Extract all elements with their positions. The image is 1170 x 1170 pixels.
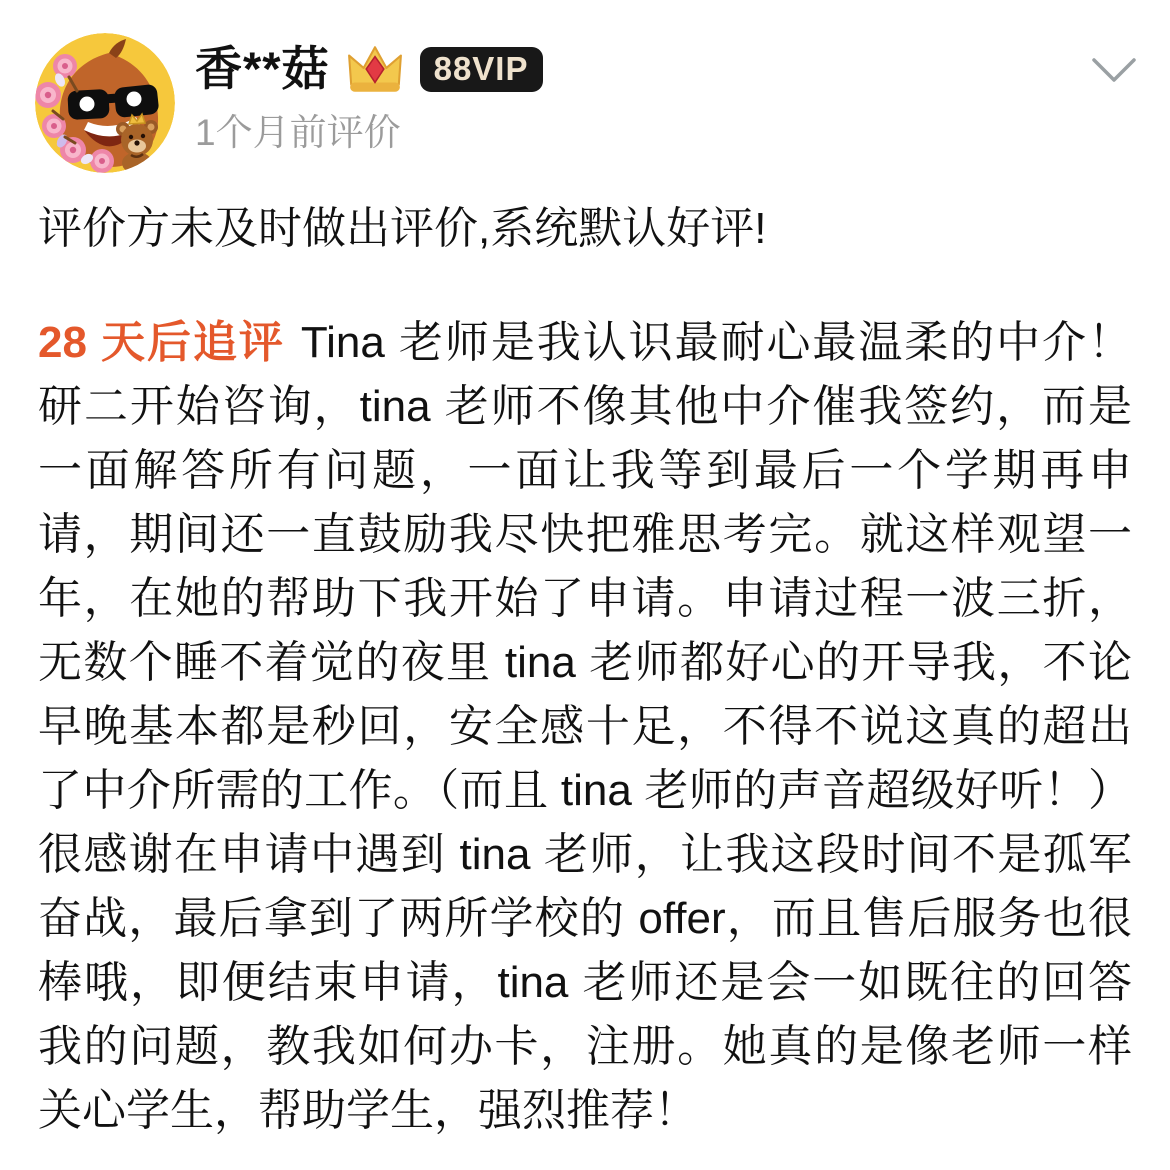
avatar[interactable] [35,33,175,173]
review-timestamp: 1个月前评价 [195,112,401,153]
review-text: Tina 老师是我认识最耐心最温柔的中介！研二开始咨询，tina 老师不像其他中介催我签约，而是一面解答所有问题，一面让我等到最后一个学期再申请，期间还一直鼓励我尽快把雅思考完。就这样观望一年，在她的帮助下我开始了申请。申请过程一波三折，无数个睡不着觉的夜里 tina 老师都好心的开导我，不论早晚基本都是秒回，安全感十足，不得不说这真的超出了中介所需的工作。（而且 tina 老师的声音超级好听！）很感谢在申请中遇到 tina 老师，让我这段时间不是孤军奋战，最后拿到了两所学校的 offer，而且售后服务也很棒哦，即便结束申请，tina 老师还是会一如既往的回答我的问题，教我如何办卡，注册。她真的是像老师一样关心学生，帮助学生，强烈推荐！ [38,318,1132,1135]
username: 香**菇 [195,42,330,96]
crown-icon [346,43,404,95]
reviewer-name-row [195,43,543,95]
chevron-down-icon [1091,56,1137,84]
review-header [0,0,1170,173]
review-body [38,311,1132,1143]
append-review-label: 28 天后追评 [38,318,285,367]
reviewer-info [195,33,543,154]
system-default-note: 评价方未及时做出评价,系统默认好评! [38,204,767,253]
vip-badge: 88VIP [420,47,543,92]
collapse-button[interactable] [1090,52,1138,88]
avatar-illustration [35,33,175,173]
